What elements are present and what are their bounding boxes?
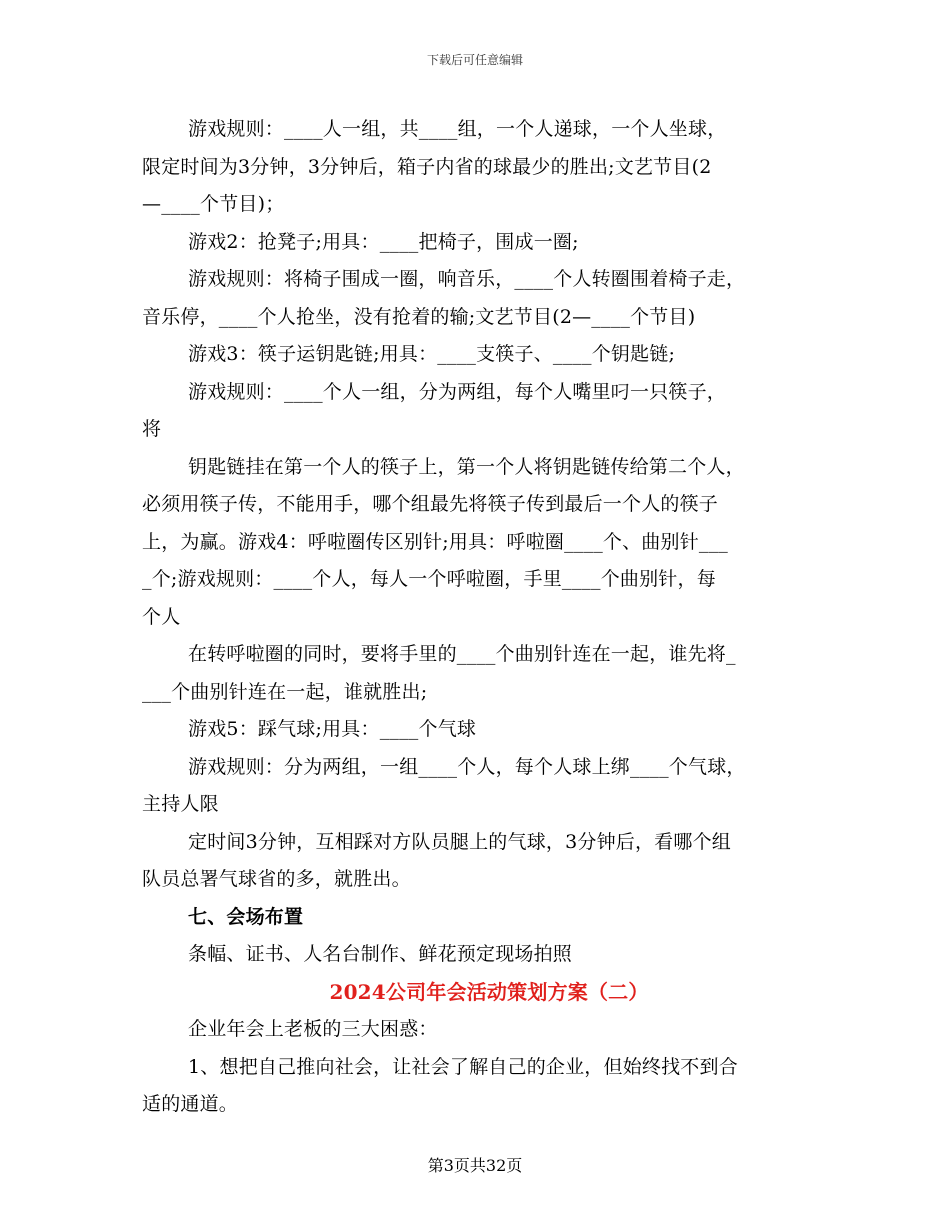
document-title: 2024公司年会活动策划方案（二） [329,979,649,1004]
document-body [142,111,812,1124]
body-line: 上，为赢。游戏4：呼啦圈传区别针;用具：呼啦圈____个、曲别针___ [142,530,728,553]
body-line: 游戏2：抢凳子;用具：____把椅子，围成一圈; [188,230,579,253]
body-line: 企业年会上老板的三大困惑： [188,1018,438,1040]
body-line: 1、想把自己推向社会，让社会了解自己的企业，但始终找不到合 [188,1055,738,1078]
body-line: 必须用筷子传，不能用手，哪个组最先将筷子传到最后一个人的筷子 [142,493,719,515]
body-line: 在转呼啦圈的同时，要将手里的____个曲别针连在一起，谁先将_ [188,643,736,665]
section-heading: 七、会场布置 [188,905,304,928]
body-line: 定时间3分钟，互相踩对方队员腿上的气球，3分钟后，看哪个组 [188,830,731,853]
body-line: 游戏规则：将椅子围成一圈，响音乐，____个人转圈围着椅子走， [188,268,746,290]
page-header: 下载后可任意编辑 [426,53,523,67]
body-line: 限定时间为3分钟，3分钟后，箱子内省的球最少的胜出;文艺节目(2 [142,155,712,178]
body-line: —____个节目)； [142,193,285,215]
body-line: 音乐停，____个人抢坐，没有抢着的输;文艺节目(2—____个节目) [142,305,696,328]
body-line: 个人 [142,605,181,628]
body-line: 游戏规则：分为两组，一组____个人，每个人球上绑____个气球， [188,755,746,778]
body-line: 将 [142,418,162,440]
body-line: ___个曲别针连在一起，谁就胜出; [142,680,428,703]
body-line: 条幅、证书、人名台制作、鲜花预定现场拍照 [188,943,573,965]
page-footer: 第3页共32页 [427,1156,523,1175]
body-line: 队员总署气球省的多，就胜出。 [142,868,411,890]
body-line: 游戏3：筷子运钥匙链;用具：____支筷子、____个钥匙链; [188,343,676,365]
body-line: _个;游戏规则：____个人，每人一个呼啦圈，手里____个曲别针，每 [142,568,716,590]
body-line: 游戏5：踩气球;用具：____个气球 [188,718,477,740]
body-line: 游戏规则：____个人一组，分为两组，每个人嘴里叼一只筷子， [188,380,727,403]
body-line: 钥匙链挂在第一个人的筷子上，第一个人将钥匙链传给第二个人， [188,455,745,478]
body-line: 游戏规则：____人一组，共____组，一个人递球，一个人坐球， [188,118,727,140]
body-line: 主持人限 [142,793,219,815]
body-line: 适的通道。 [142,1093,239,1115]
